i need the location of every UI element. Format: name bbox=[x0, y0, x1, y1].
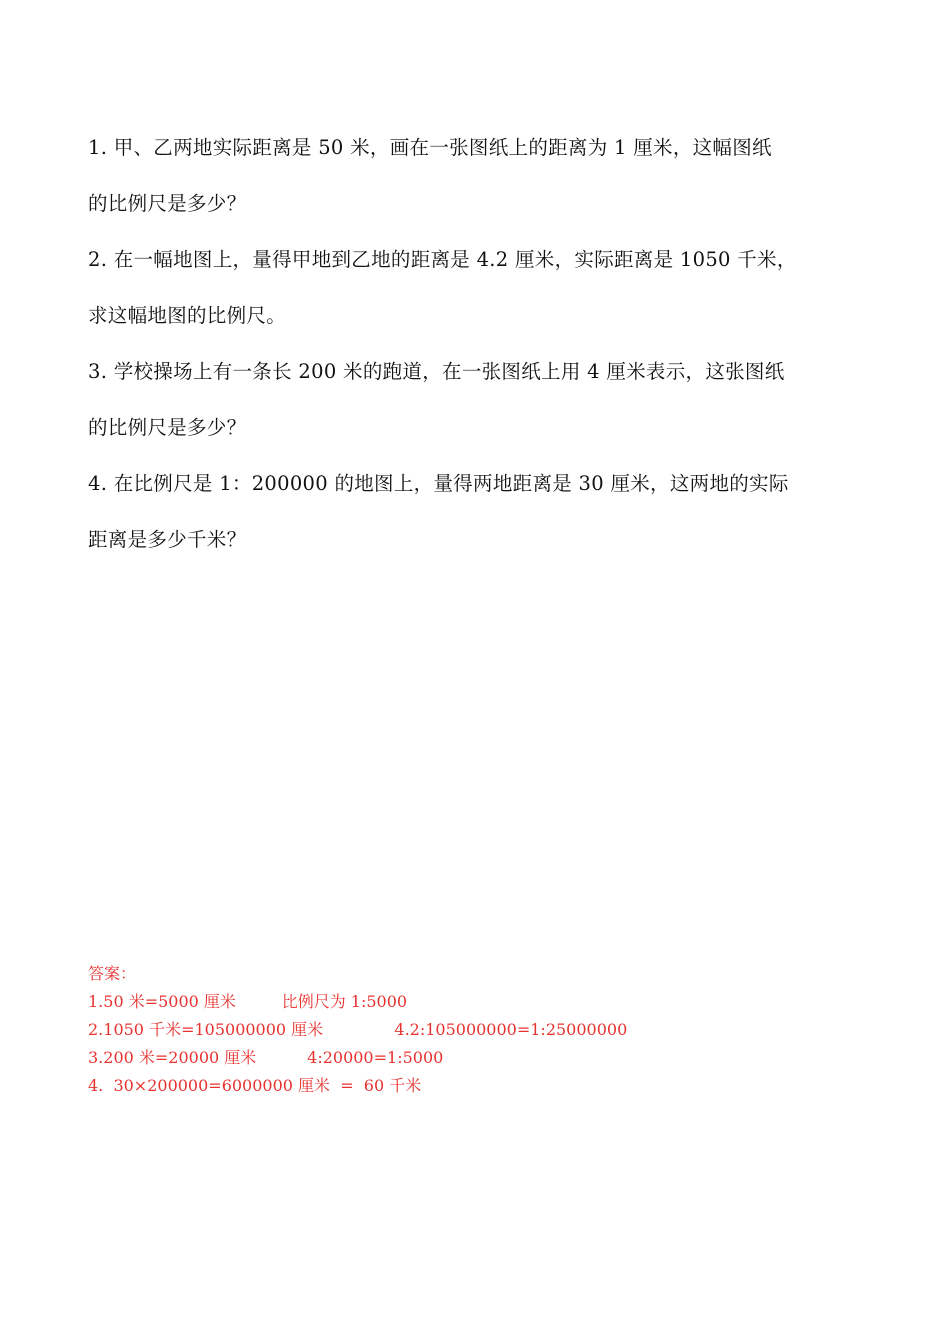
answer-3: 3.200 米=20000 厘米 4:20000=1:5000 bbox=[88, 1048, 444, 1067]
question-4-line-1: 4. 在比例尺是 1：200000 的地图上，量得两地距离是 30 厘米，这两地的实际 bbox=[88, 472, 789, 495]
answer-section bbox=[88, 960, 868, 1100]
answer-1: 1.50 米=5000 厘米 比例尺为 1:5000 bbox=[88, 992, 408, 1011]
question-3-line-1: 3. 学校操场上有一条长 200 米的跑道，在一张图纸上用 4 厘米表示，这张图纸 bbox=[88, 360, 785, 383]
question-3-line-2: 的比例尺是多少？ bbox=[88, 416, 247, 439]
question-2-line-2: 求这幅地图的比例尺。 bbox=[88, 304, 287, 327]
question-4-line-2: 距离是多少千米？ bbox=[88, 528, 247, 551]
answer-heading: 答案： bbox=[88, 964, 137, 983]
question-list bbox=[88, 120, 868, 568]
question-1-line-1: 1. 甲、乙两地实际距离是 50 米，画在一张图纸上的距离为 1 厘米，这幅图纸 bbox=[88, 136, 772, 159]
question-2-line-1: 2. 在一幅地图上，量得甲地到乙地的距离是 4.2 厘米，实际距离是 1050 千米， bbox=[88, 248, 797, 271]
answer-2: 2.1050 千米=105000000 厘米 4.2:105000000=1:25000000 bbox=[88, 1020, 628, 1039]
question-1-line-2: 的比例尺是多少？ bbox=[88, 192, 247, 215]
answer-4: 4. 30×200000=6000000 厘米 = 60 千米 bbox=[88, 1076, 422, 1095]
